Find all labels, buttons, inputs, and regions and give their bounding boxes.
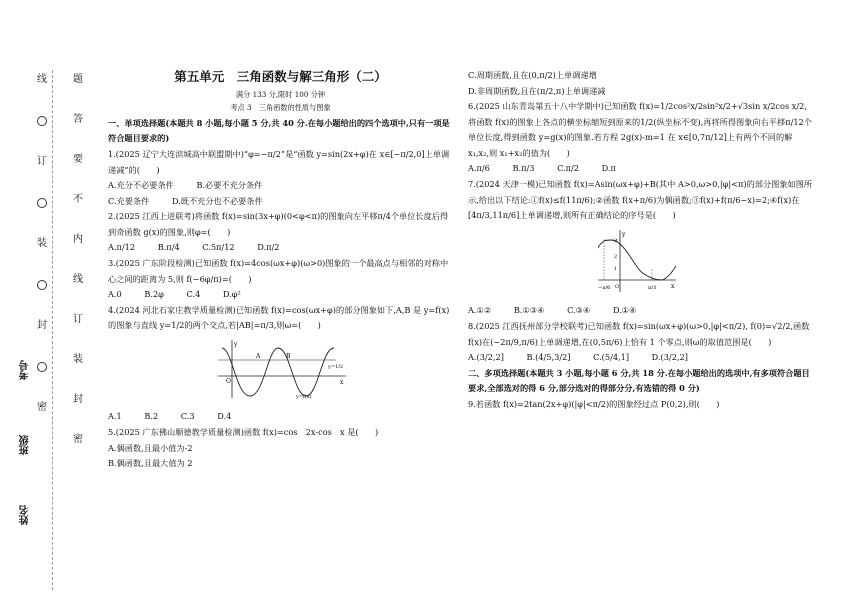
right-column [468,68,813,412]
option: C.充要条件 [108,195,150,206]
question-1-options [108,178,453,194]
line-label: y=1/2 [328,363,344,370]
seal-char: 密 [73,434,83,445]
origin-label: O [226,377,231,385]
option: A.1 [108,411,122,422]
option: B.2φ [144,289,164,300]
cosine-curve [222,348,334,396]
seal-dashed-line [52,70,53,590]
seal-char: 装 [73,354,83,365]
question-5-option: D.非周期函数,且在(π/2,π)上单调递减 [468,85,606,96]
seal-char: 线 [37,74,47,85]
tick-1: 1 [614,265,618,272]
class-field: 班级 [20,435,31,455]
option: B.2 [144,411,159,422]
topic-label: 考点 3 三角函数的性质与图象 [230,103,331,113]
option: D.π [601,163,616,174]
question-4-graph [218,338,348,400]
exam-number-field: 考号 [20,360,31,380]
seal-char: 答 [73,114,83,125]
option: B.必要不充分条件 [196,180,263,191]
question-1: 1.(2025 辽宁大连滨城高中联盟期中)“φ=−π/2”是“函数 y=sin(2x+φ)在 x∈[−π/2,0]上单调递减”的( ) [108,148,450,175]
tick-3: 3 [614,237,618,244]
curve-label: y=f(x) [296,393,312,400]
origin-label: O [615,283,620,290]
question-4-options [108,409,453,425]
seal-char: 封 [37,320,47,331]
seal-char: 封 [73,394,83,405]
option: A.π/12 [108,242,136,253]
option: C.③④ [567,305,591,316]
circle-marker [37,116,47,126]
option: D.4 [217,411,232,422]
question-2: 2.(2025 江西上进联考)将函数 f(x)=sin(3x+φ)(0<φ<π)的图象向左平移π/4个单位长度后得到奇函数 g(x)的图象,则φ=( ) [108,211,449,237]
seal-line-column-outer [36,60,48,428]
question-6: 6.(2025 山东青岛第五十八中学期中)已知函数 f(x)=1/2cos²x/2sin²x/2+√3sin x/2cos x/2,将函数 f(x)的图象上各点的横坐标缩短到原来的1/2(纵坐标不变),再将所得图象向右平移π/12个单位长度,得到函数 y=g(x)的图象.若方程 2g(x)-m=1 在 x∈[0,7π/12]上有两个不同的解 x₁,x₂,则 x₁+x₂的值为( ) [468,101,812,158]
section-heading-single-choice: 一、单项选择题(本题共 8 小题,每小题 5 分,共 40 分.在每小题给出的四个选项中,只有一项是符合题目要求的) [108,117,450,144]
point-b-label: B [286,352,291,360]
option: B.π/3 [512,163,535,174]
circle-marker [37,280,47,290]
y-label: y [622,230,626,238]
seal-char: 题 [73,74,83,85]
question-7: 7.(2024 天津一模)已知函数 f(x)=Asin(ωx+φ)+B(其中 A>0,ω>0,|φ|<π)的部分图象如图所示,给出以下结论:①f(x)≤f(11π/6);②函数 f(x+π/6)为偶函数;③f(x)+f(π/6−x)=2;④f(x)在[4π/3,11π/6]上单调递增,则所有正确结论的序号是( ) [468,179,813,221]
question-8: 8.(2025 江西抚州部分学校联考)已知函数 f(x)=sin(ωx+φ)(ω>0,|φ|<π/2), f(0)=√2/2,函数 f(x)在(−2π/9,π/6)上单调递增,在(0,5π/6)上恰有 1 个零点,则ω的取值范围是( ) [468,320,810,347]
x-label: x [671,282,675,290]
question-5-option: B.偶函数,且最大值为 2 [108,458,193,469]
seal-char: 不 [73,194,83,205]
score-time-info: 满分 133 分,限时 100 分钟 [235,89,326,99]
tick-neg-pi-6: −π/6 [598,284,611,291]
question-6-options [468,161,813,177]
section-heading-multiple-choice: 二、多项选择题(本题共 3 小题,每小题 6 分,共 18 分.在每小题给出的选项中,有多项符合题目要求,全部选对的得 6 分,部分选对的得部分分,有选错的得 0 分) [468,367,810,394]
seal-char: 内 [73,234,83,245]
circle-marker [37,198,47,208]
question-5-option: C.周期函数,且在(0,π/2)上单调递增 [468,70,597,80]
question-8-options [468,350,813,366]
name-field: 姓名 [20,505,31,525]
option: C.π/2 [557,163,579,174]
sine-curve [598,237,676,280]
question-3-options [108,287,453,303]
option: D.既不充分也不必要条件 [171,195,263,206]
left-column [108,68,453,472]
seal-char: 订 [37,156,47,167]
x-label: x [340,378,344,386]
option: A.(3/2,2] [468,352,504,363]
circle-marker [37,362,47,372]
seal-char: 密 [37,402,47,413]
question-3: 3.(2025 广东阶段检测)已知函数 f(x)=4cos(ωx+φ)(ω>0)图象的一个最高点与相邻的对称中心之间的距离为 5,则 f(−6φ/π)=( ) [108,257,449,284]
option: B.(4/5,3/2] [526,352,571,363]
tick-2: 2 [614,253,618,260]
option: C.4 [186,289,201,300]
option: A.π/6 [468,163,490,174]
seal-char: 订 [73,314,83,325]
option: D.φ² [222,289,241,300]
page-title: 第五单元 三角函数与解三角形（二） [174,69,387,84]
option: B.π/4 [157,242,180,253]
option: B.①③④ [513,305,545,316]
point-a-label: A [256,352,261,360]
y-label: y [234,340,238,348]
seal-char: 线 [73,274,83,285]
option: A.充分不必要条件 [108,180,174,191]
question-9: 9.若函数 f(x)=2tan(2x+φ)(|φ|<π/2)的图象经过点 P(0,2),则( ) [468,398,720,409]
option: C.5π/12 [202,242,235,253]
tick-pi-3: π/3 [648,284,657,291]
option: D.①④ [612,305,637,316]
option: A.0 [108,289,122,300]
binding-margin [0,0,100,608]
option: D.π/2 [257,242,280,253]
question-7-options [468,303,813,319]
question-5: 5.(2025 广东佛山顺德教学质量检测)函数 f(x)=cos 2x-cos x 是( ) [108,427,379,438]
option: A.①② [468,305,492,316]
option: C.3 [180,411,195,422]
seal-char: 要 [73,154,83,165]
question-1-options [108,194,453,210]
seal-line-column-inner [72,60,84,460]
option: D.(3/2,2] [651,352,688,363]
question-7-graph [598,228,678,294]
question-5-option: A.偶函数,且最小值为-2 [108,442,193,453]
seal-char: 装 [37,238,47,249]
question-2-options [108,240,453,256]
option: C.(5/4,1] [593,352,630,363]
question-4: 4.(2024 河北石家庄教学质量检测)已知函数 f(x)=cos(ωx+φ)的部分图象如下,A,B 是 y=f(x)的图象与直线 y=1/2的两个交点,若|AB|=π/3,则ω=( ) [108,304,450,331]
